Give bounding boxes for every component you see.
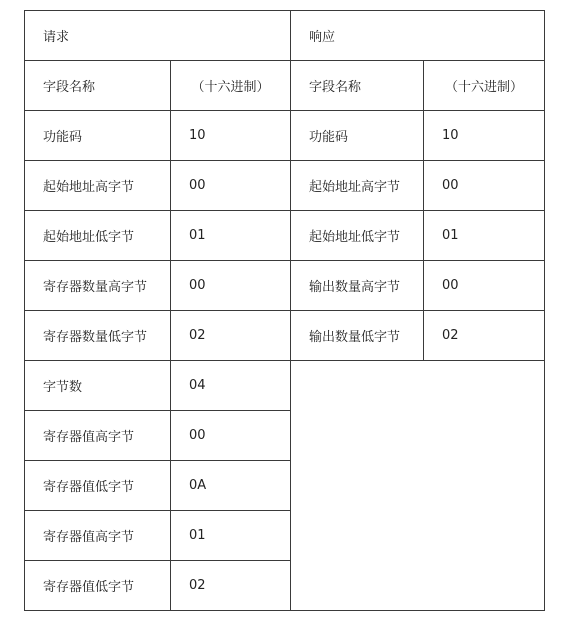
response-field-name: 功能码 [291, 111, 424, 161]
request-field-value: 04 [171, 361, 291, 411]
request-hex-header: （十六进制） [171, 61, 291, 111]
request-field-name: 寄存器数量高字节 [25, 261, 171, 311]
response-field-name: 输出数量高字节 [291, 261, 424, 311]
response-field-name: 输出数量低字节 [291, 311, 424, 361]
table-row [25, 111, 545, 161]
table-row [25, 311, 545, 361]
request-field-name: 字节数 [25, 361, 171, 411]
request-field-name: 寄存器值高字节 [25, 411, 171, 461]
request-field-name: 功能码 [25, 111, 171, 161]
modbus-frame-table-container [24, 10, 544, 611]
table-subheader-row [25, 61, 545, 111]
response-header: 响应 [291, 11, 545, 61]
response-hex-header: （十六进制） [424, 61, 545, 111]
table-row [25, 361, 545, 411]
modbus-frame-table [24, 10, 545, 611]
request-field-value: 10 [171, 111, 291, 161]
table-header-row [25, 11, 545, 61]
response-empty-area [291, 361, 545, 611]
response-field-name: 起始地址高字节 [291, 161, 424, 211]
request-field-value: 02 [171, 311, 291, 361]
response-field-value: 00 [424, 261, 545, 311]
request-field-value: 01 [171, 211, 291, 261]
request-field-value: 00 [171, 161, 291, 211]
response-field-value: 00 [424, 161, 545, 211]
table-row [25, 261, 545, 311]
request-field-value: 00 [171, 411, 291, 461]
response-field-value: 10 [424, 111, 545, 161]
request-field-name: 起始地址低字节 [25, 211, 171, 261]
response-field-value: 02 [424, 311, 545, 361]
request-field-name: 寄存器值低字节 [25, 461, 171, 511]
response-field-name: 起始地址低字节 [291, 211, 424, 261]
response-field-name-header: 字段名称 [291, 61, 424, 111]
request-field-name-header: 字段名称 [25, 61, 171, 111]
response-field-value: 01 [424, 211, 545, 261]
request-field-value: 0A [171, 461, 291, 511]
request-field-value: 00 [171, 261, 291, 311]
request-field-value: 01 [171, 511, 291, 561]
request-field-name: 起始地址高字节 [25, 161, 171, 211]
table-row [25, 211, 545, 261]
request-field-name: 寄存器值高字节 [25, 511, 171, 561]
request-header: 请求 [25, 11, 291, 61]
table-row [25, 161, 545, 211]
request-field-value: 02 [171, 561, 291, 611]
request-field-name: 寄存器数量低字节 [25, 311, 171, 361]
request-field-name: 寄存器值低字节 [25, 561, 171, 611]
